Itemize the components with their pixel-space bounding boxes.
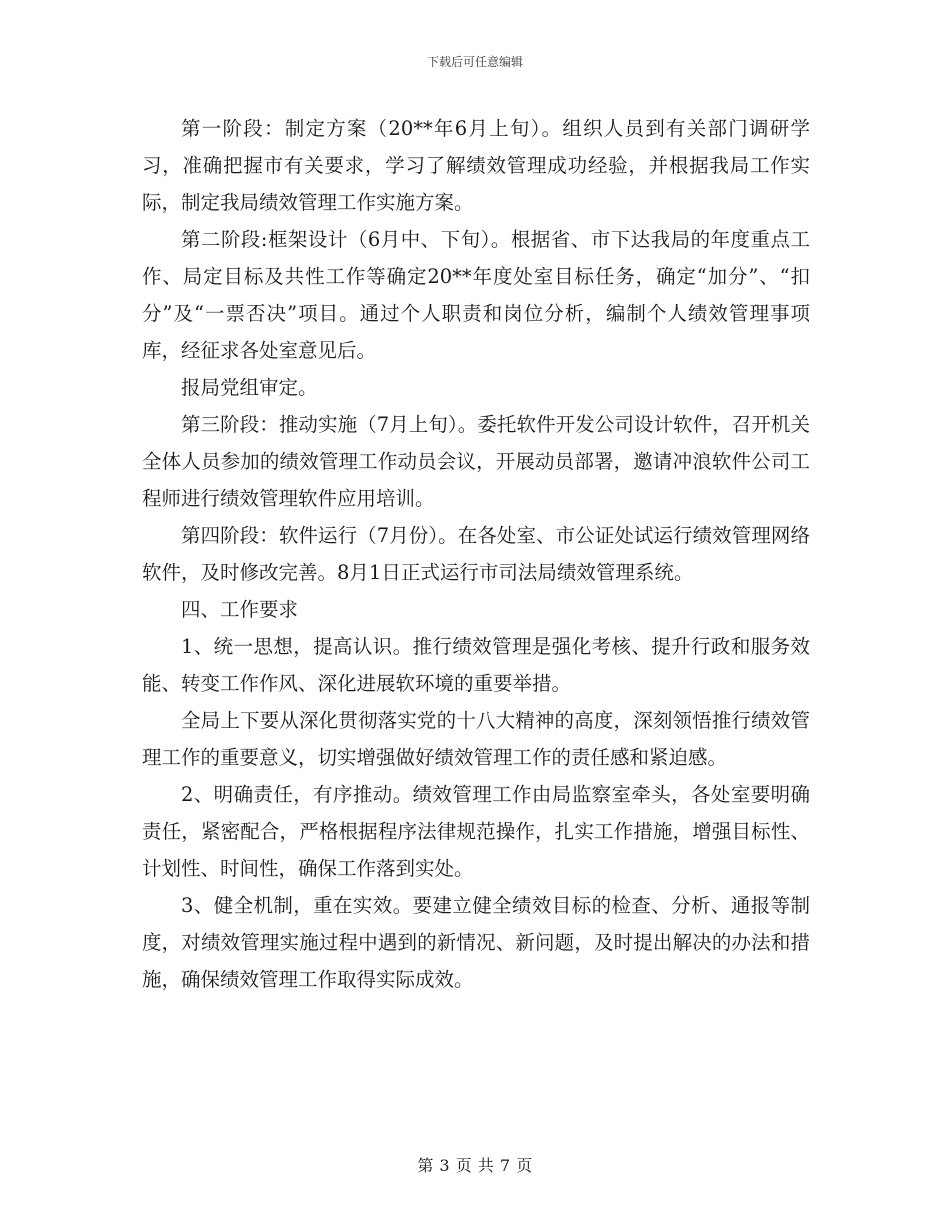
paragraph-stage-2: 第二阶段:框架设计（6月中、下旬）。根据省、市下达我局的年度重点工作、局定目标及共性工作等确定20**年度处室目标任务，确定“加分”、“扣分”及“一票否决”项目。通过个人职责和岗位分析，编制个人绩效管理事项库，经征求各处室意见后。 bbox=[142, 228, 810, 362]
paragraph-stage-1: 第一阶段：制定方案（20**年6月上旬）。组织人员到有关部门调研学习，准确把握市有关要求，学习了解绩效管理成功经验，并根据我局工作实际，制定我局绩效管理工作实施方案。 bbox=[142, 117, 810, 214]
paragraph-requirement-3: 3、健全机制，重在实效。要建立健全绩效目标的检查、分析、通报等制度，对绩效管理实施过程中遇到的新情况、新问题，及时提出解决的办法和措施，确保绩效管理工作取得实际成效。 bbox=[142, 894, 810, 991]
paragraph-approval: 报局党组审定。 bbox=[181, 376, 318, 399]
document-body bbox=[142, 110, 810, 998]
paragraph-stage-4: 第四阶段：软件运行（7月份）。在各处室、市公证处试运行绩效管理网络软件，及时修改完善。8月1日正式运行市司法局绩效管理系统。 bbox=[142, 524, 810, 584]
section-heading-requirements: 四、工作要求 bbox=[181, 598, 299, 621]
paragraph-requirement-2: 2、明确责任，有序推动。绩效管理工作由局监察室牵头，各处室要明确责任，紧密配合，严格根据程序法律规范操作，扎实工作措施，增强目标性、计划性、时间性，确保工作落到实处。 bbox=[142, 783, 810, 880]
page-header: 下载后可任意编辑 bbox=[426, 55, 523, 69]
paragraph-requirement-1-detail: 全局上下要从深化贯彻落实党的十八大精神的高度，深刻领悟推行绩效管理工作的重要意义，切实增强做好绩效管理工作的责任感和紧迫感。 bbox=[142, 709, 810, 769]
paragraph-requirement-1: 1、统一思想，提高认识。推行绩效管理是强化考核、提升行政和服务效能、转变工作作风、深化进展软环境的重要举措。 bbox=[142, 635, 810, 695]
page-number: 第 3 页 共 7 页 bbox=[417, 1156, 533, 1175]
paragraph-stage-3: 第三阶段：推动实施（7月上旬）。委托软件开发公司设计软件，召开机关全体人员参加的绩效管理工作动员会议，开展动员部署，邀请冲浪软件公司工程师进行绩效管理软件应用培训。 bbox=[142, 413, 810, 510]
